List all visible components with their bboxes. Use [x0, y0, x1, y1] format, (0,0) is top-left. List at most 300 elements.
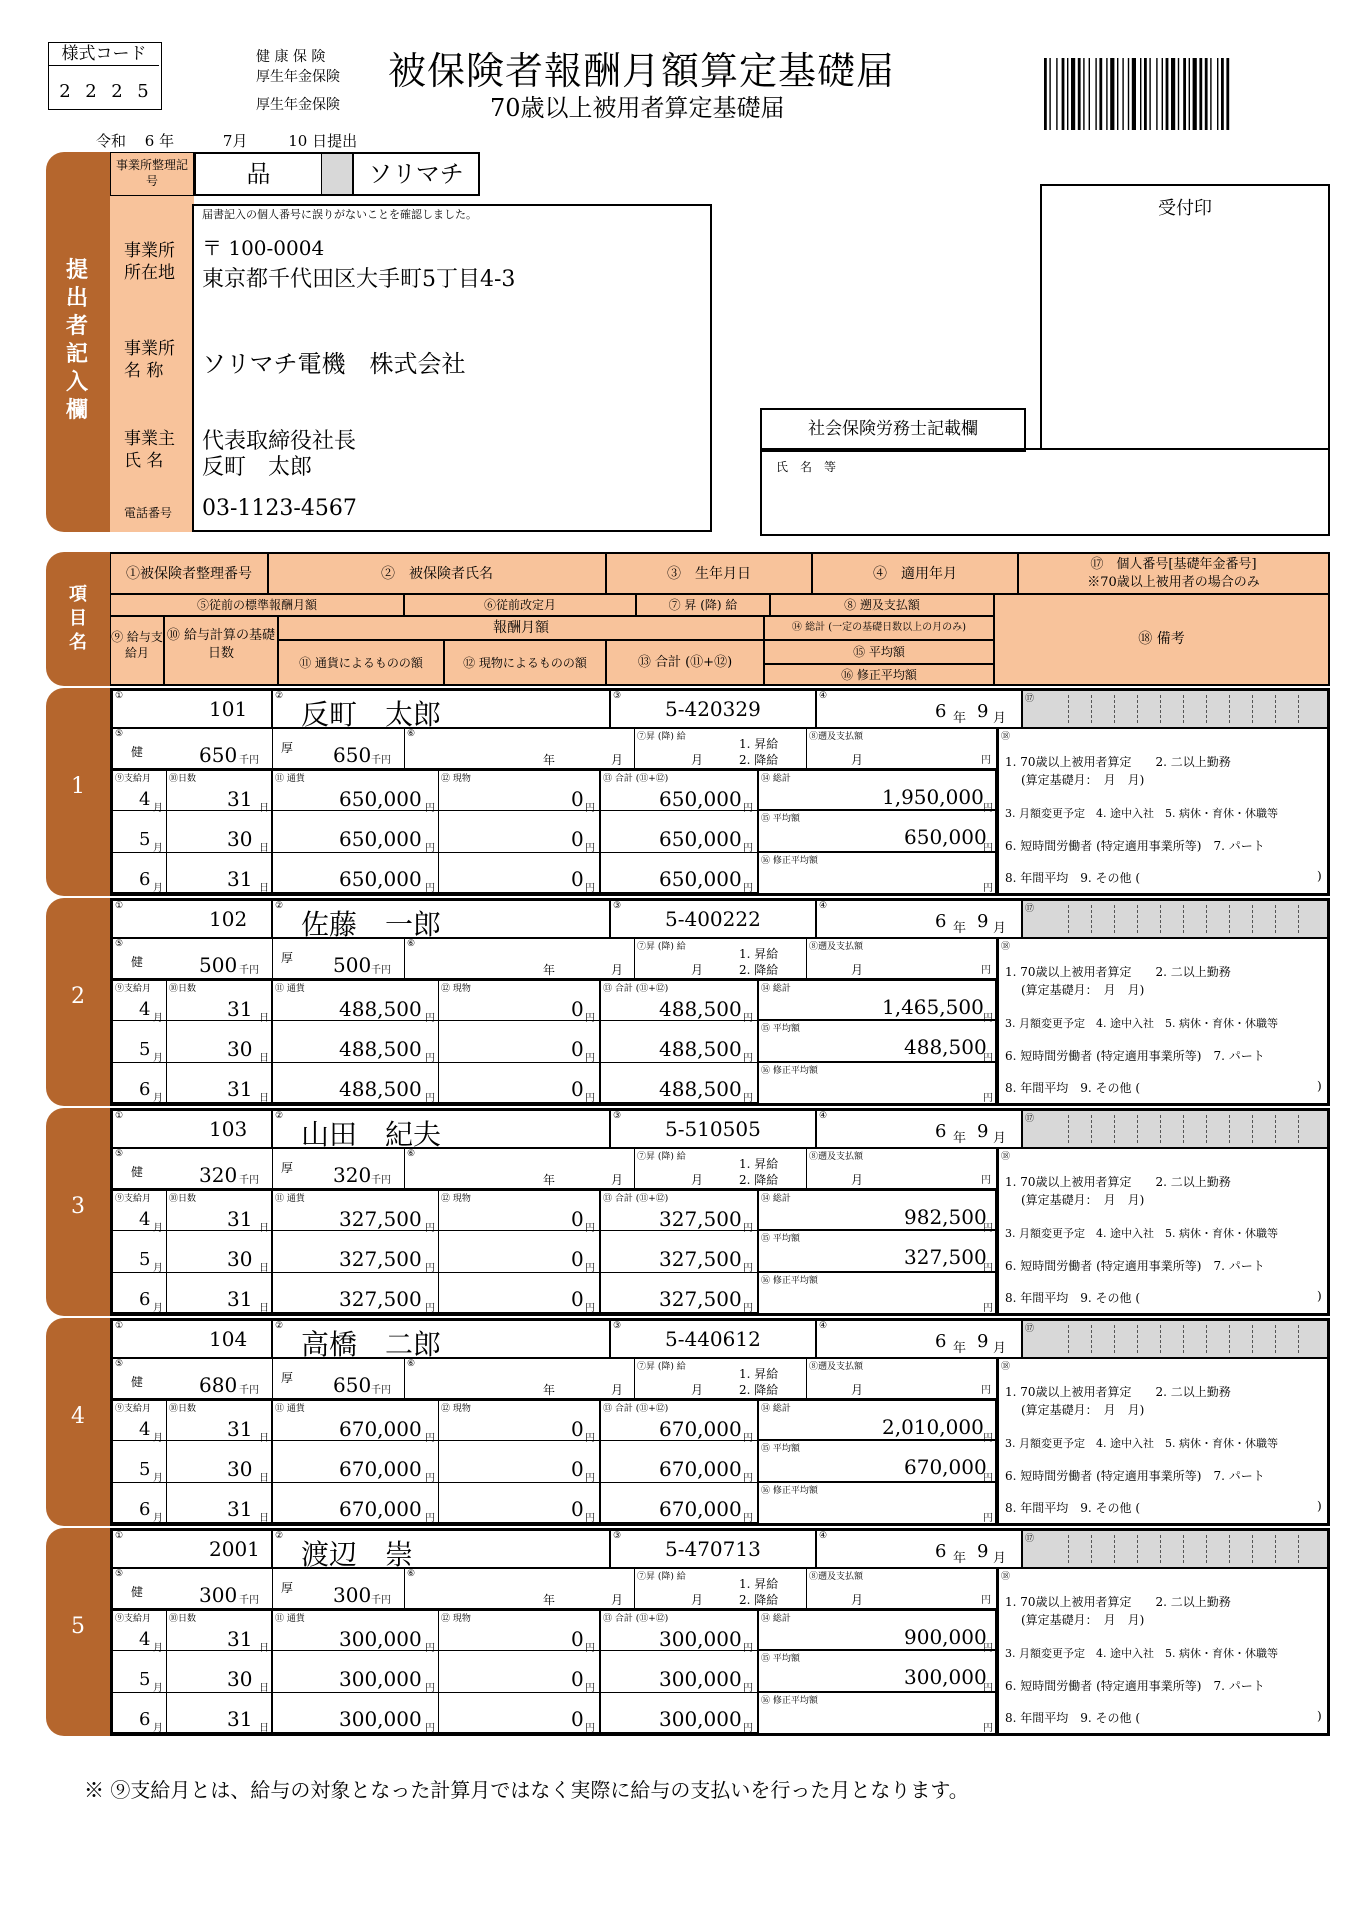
pay-month: 6 — [139, 1499, 151, 1520]
barcode-bar — [1110, 58, 1114, 130]
cell-cash — [273, 1189, 439, 1234]
pay-month: 5 — [139, 829, 151, 850]
cash-amount: 300,000 — [339, 1627, 422, 1651]
month-unit: 月 — [153, 1303, 163, 1314]
lower-option: 2. 降給 — [739, 1593, 779, 1607]
cell-corrected-average — [759, 1693, 997, 1733]
month-unit: 月 — [851, 963, 864, 977]
cell-in-kind — [439, 1231, 601, 1273]
yen-unit: 円 — [983, 1303, 993, 1314]
header-13: ⑬ 合計 (⑪+⑫) — [606, 640, 764, 686]
cell-retro-pay — [807, 729, 997, 769]
yen-unit: 円 — [743, 803, 753, 814]
circle-1-label: ① — [115, 901, 124, 911]
raise-option: 1. 昇給 — [739, 1577, 779, 1591]
digit-divider — [1160, 695, 1161, 723]
month-unit: 月 — [611, 963, 624, 977]
cell-days — [167, 1693, 273, 1733]
owner-label: 事業主氏 名 — [124, 429, 175, 471]
cell-cash — [273, 769, 439, 814]
cell-pay-month — [113, 1441, 167, 1483]
form-code-digit: 2 — [111, 81, 123, 102]
month-unit: 月 — [153, 1263, 163, 1274]
in-kind-amount: 0 — [571, 1247, 584, 1271]
digit-divider — [1114, 1325, 1115, 1353]
barcode-bar — [1056, 58, 1057, 130]
person-frame — [110, 1318, 1330, 1526]
circle-2-label: ② — [275, 901, 284, 911]
total-amount: 670,000 — [659, 1497, 742, 1521]
total-amount: 300,000 — [659, 1667, 742, 1691]
yen-unit: 円 — [743, 1013, 753, 1024]
circle-6-label: ⑥ — [407, 939, 416, 949]
cell-in-kind — [439, 1063, 601, 1103]
cell-raise — [635, 729, 807, 769]
average-amount: 327,500 — [904, 1245, 987, 1269]
average-label: ⑮ 平均額 — [761, 1024, 800, 1034]
digit-divider — [1160, 1115, 1161, 1143]
year-unit: 年 — [953, 711, 967, 726]
cell-prev-revision — [405, 1359, 635, 1399]
month-unit: 月 — [153, 1053, 163, 1064]
in-kind-amount: 0 — [571, 1417, 584, 1441]
cell-cash — [273, 1693, 439, 1733]
sum-amount: 1,950,000 — [882, 785, 984, 809]
month-unit: 月 — [611, 753, 624, 767]
cell-cash — [273, 1063, 439, 1103]
digit-divider — [1068, 1325, 1069, 1353]
thousand-yen-unit: 千円 — [239, 965, 259, 976]
cell-days — [167, 1273, 273, 1313]
total-amount: 670,000 — [659, 1417, 742, 1441]
digit-divider — [1206, 905, 1207, 933]
apply-year: 6 — [935, 1541, 947, 1562]
pay-month-label: ⑨支給月 — [115, 1194, 152, 1204]
apply-year: 6 — [935, 1121, 947, 1142]
yen-unit: 円 — [585, 1683, 595, 1694]
person-block — [46, 688, 1330, 896]
digit-divider — [1206, 695, 1207, 723]
days-label: ⑩日数 — [169, 1404, 197, 1414]
cell-retro-pay — [807, 1569, 997, 1609]
submit-suffix: 日提出 — [312, 132, 358, 150]
header-1: ①被保険者整理番号 — [110, 552, 268, 594]
yen-unit: 円 — [425, 1303, 435, 1314]
circle-4-label: ④ — [819, 1321, 828, 1331]
sum-label: ⑭ 総計 — [761, 1404, 791, 1414]
in-kind-amount: 0 — [571, 1667, 584, 1691]
digit-divider — [1137, 1535, 1138, 1563]
cell-birth-date — [611, 1321, 817, 1359]
month-unit: 月 — [691, 1173, 704, 1187]
thousand-yen-unit: 千円 — [239, 1385, 259, 1396]
yen-unit: 円 — [981, 965, 991, 976]
cell-prev-health — [113, 1569, 273, 1609]
yen-unit: 円 — [585, 1303, 595, 1314]
pay-month-label: ⑨支給月 — [115, 774, 152, 784]
yen-unit: 円 — [983, 803, 993, 814]
yen-unit: 円 — [981, 1385, 991, 1396]
header-15: ⑮ 平均額 — [764, 640, 994, 664]
month-unit: 月 — [153, 1223, 163, 1234]
circle-4-label: ④ — [819, 691, 828, 701]
digit-divider — [1091, 1115, 1092, 1143]
digit-divider — [1298, 695, 1299, 723]
insured-name: 佐藤 一郎 — [301, 908, 442, 941]
yen-unit: 円 — [585, 1053, 595, 1064]
year-unit: 年 — [159, 132, 175, 150]
cell-cash — [273, 1441, 439, 1483]
cell-raise — [635, 939, 807, 979]
office-code-1: 品 — [194, 152, 322, 196]
cell-prev-revision — [405, 729, 635, 769]
company-name: ソリマチ電機 株式会社 — [202, 350, 466, 378]
lower-option: 2. 降給 — [739, 1383, 779, 1397]
circle-1-label: ① — [115, 1531, 124, 1541]
pay-month: 4 — [139, 999, 151, 1020]
cash-amount: 488,500 — [339, 997, 422, 1021]
form-code-digit: 2 — [85, 81, 97, 102]
cell-total — [601, 1231, 759, 1273]
yen-unit: 円 — [743, 1053, 753, 1064]
cash-amount: 650,000 — [339, 787, 422, 811]
remark-line-1b: (算定基礎月： 月 月) — [1021, 773, 1145, 787]
base-days: 30 — [227, 1667, 253, 1691]
base-days: 31 — [227, 1497, 253, 1521]
cell-average — [759, 1231, 997, 1273]
cash-amount: 327,500 — [339, 1207, 422, 1231]
cell-pay-month — [113, 1483, 167, 1523]
total-amount: 488,500 — [659, 997, 742, 1021]
remark-line-4-end: ) — [1317, 1289, 1322, 1303]
remark-line-3: 6. 短時間労働者 (特定適用事業所等) 7. パート — [1005, 839, 1265, 853]
raise-option: 1. 昇給 — [739, 947, 779, 961]
header-8: ⑧ 遡及支払額 — [770, 594, 994, 616]
month-unit: 月 — [153, 1683, 163, 1694]
remark-line-1b: (算定基礎月： 月 月) — [1021, 1613, 1145, 1627]
cell-pay-month — [113, 853, 167, 893]
remark-line-1b: (算定基礎月： 月 月) — [1021, 983, 1145, 997]
yen-unit: 円 — [425, 803, 435, 814]
cell-cash — [273, 1021, 439, 1063]
health-label: 健 — [131, 1165, 144, 1179]
circle-2-label: ② — [275, 1531, 284, 1541]
cell-prev-pension — [273, 1359, 405, 1399]
circle-3-label: ③ — [613, 1111, 622, 1121]
total-amount: 300,000 — [659, 1627, 742, 1651]
yen-unit: 円 — [425, 1513, 435, 1524]
yen-unit: 円 — [981, 755, 991, 766]
header-17-line1: ⑰ 個人番号[基礎年金番号] — [1090, 557, 1257, 572]
cell-insured-number — [113, 1111, 273, 1149]
remark-line-4-end: ) — [1317, 1709, 1322, 1723]
cash-label: ⑪ 通貨 — [275, 1194, 305, 1204]
sum-amount: 900,000 — [904, 1625, 987, 1649]
cell-total — [601, 1483, 759, 1523]
digit-divider — [1183, 1535, 1184, 1563]
remark-line-1: 1. 70歳以上被用者算定 2. 二以上勤務 — [1005, 1385, 1231, 1399]
day-unit: 日 — [259, 1053, 269, 1064]
pension-label: 厚 — [281, 741, 294, 755]
digit-divider — [1229, 695, 1230, 723]
form-code-box — [48, 42, 162, 110]
remark-line-4-end: ) — [1317, 1499, 1322, 1513]
person-index: 2 — [71, 984, 85, 1009]
apply-month: 9 — [977, 701, 989, 722]
month-unit: 月 — [993, 1131, 1007, 1146]
barcode-bar — [1132, 58, 1136, 130]
day-unit: 日 — [259, 843, 269, 854]
sum-label: ⑭ 総計 — [761, 1194, 791, 1204]
header-11: ⑪ 通貨によるものの額 — [278, 640, 444, 686]
cell-cash — [273, 1231, 439, 1273]
apply-month: 9 — [977, 1121, 989, 1142]
cell-prev-pension — [273, 1149, 405, 1189]
total-amount: 327,500 — [659, 1247, 742, 1271]
corrected-average-label: ⑯ 修正平均額 — [761, 1066, 818, 1076]
circle-3-label: ③ — [613, 1321, 622, 1331]
average-label: ⑮ 平均額 — [761, 814, 800, 824]
digit-divider — [1275, 1535, 1276, 1563]
in-kind-label: ⑫ 現物 — [441, 1194, 471, 1204]
digit-divider — [1183, 1325, 1184, 1353]
pension-label: 厚 — [281, 951, 294, 965]
cell-prev-revision — [405, 1569, 635, 1609]
cash-amount: 300,000 — [339, 1667, 422, 1691]
lower-option: 2. 降給 — [739, 753, 779, 767]
barcode-bar — [1171, 58, 1175, 130]
pay-month: 4 — [139, 1629, 151, 1650]
insurance-type-pension: 厚生年金保険 — [256, 69, 340, 85]
yen-unit: 円 — [585, 1643, 595, 1654]
day-unit: 日 — [259, 1303, 269, 1314]
barcode-bar — [1117, 58, 1118, 130]
cell-insured-name — [273, 1111, 611, 1149]
pay-month: 4 — [139, 1419, 151, 1440]
header-3: ③ 生年月日 — [606, 552, 812, 594]
yen-unit: 円 — [743, 1473, 753, 1484]
person-frame — [110, 688, 1330, 896]
digit-divider — [1160, 905, 1161, 933]
person-index: 3 — [71, 1194, 85, 1219]
year-unit: 年 — [953, 1131, 967, 1146]
days-label: ⑩日数 — [169, 1194, 197, 1204]
cell-apply-date — [817, 901, 1023, 939]
pay-month-label: ⑨支給月 — [115, 1404, 152, 1414]
sharoushi-name-label: 氏 名 等 — [776, 460, 837, 474]
yen-unit: 円 — [585, 803, 595, 814]
yen-unit: 円 — [425, 843, 435, 854]
barcode-bar — [1140, 58, 1141, 130]
footnote: ※ ⑨支給月とは、給与の対象となった計算月ではなく実際に給与の支払いを行った月となります。 — [84, 1778, 969, 1802]
header-4: ④ 適用年月 — [812, 552, 1018, 594]
office-code-separator — [322, 152, 352, 196]
remark-line-4: 8. 年間平均 9. その他 ( — [1005, 1291, 1141, 1305]
yen-unit: 円 — [983, 1093, 993, 1104]
barcode-bar — [1099, 58, 1102, 130]
month-unit: 月 — [153, 1473, 163, 1484]
yen-unit: 円 — [983, 843, 993, 854]
circle-5-label: ⑤ — [115, 1149, 124, 1159]
yen-unit: 円 — [585, 1223, 595, 1234]
cell-pay-month — [113, 1399, 167, 1444]
cell-average — [759, 811, 997, 853]
cell-in-kind — [439, 811, 601, 853]
insured-number: 103 — [209, 1117, 248, 1141]
digit-divider — [1206, 1325, 1207, 1353]
cell-apply-date — [817, 1531, 1023, 1569]
in-kind-amount: 0 — [571, 1627, 584, 1651]
raise-label: ⑦昇 (降) 給 — [637, 1572, 686, 1582]
circle-4-label: ④ — [819, 901, 828, 911]
cell-pay-month — [113, 979, 167, 1024]
lower-option: 2. 降給 — [739, 963, 779, 977]
remark-line-1: 1. 70歳以上被用者算定 2. 二以上勤務 — [1005, 1175, 1231, 1189]
digit-divider — [1114, 905, 1115, 933]
day-unit: 日 — [259, 883, 269, 894]
cell-pay-month — [113, 1609, 167, 1654]
average-amount: 670,000 — [904, 1455, 987, 1479]
month-unit: 月 — [153, 883, 163, 894]
cell-corrected-average — [759, 1273, 997, 1313]
barcode-bar — [1205, 58, 1208, 130]
base-days: 31 — [227, 1077, 253, 1101]
insurance-type-health: 健 康 保 険 — [256, 49, 326, 65]
yen-unit: 円 — [983, 1643, 993, 1654]
submitter-section-label: 提出者記入欄 — [65, 257, 88, 423]
month-unit: 月 — [851, 1593, 864, 1607]
barcode-bar — [1221, 58, 1224, 130]
thousand-yen-unit: 千円 — [371, 755, 391, 766]
yen-unit: 円 — [743, 1513, 753, 1524]
digit-divider — [1229, 1535, 1230, 1563]
cell-insured-name — [273, 691, 611, 729]
yen-unit: 円 — [425, 1013, 435, 1024]
digit-divider — [1229, 1115, 1230, 1143]
cell-pay-month — [113, 1231, 167, 1273]
in-kind-amount: 0 — [571, 1457, 584, 1481]
cell-raise — [635, 1149, 807, 1189]
year-unit: 年 — [543, 753, 556, 767]
prev-pension-amount: 650 — [333, 1373, 372, 1397]
month-unit: 月 — [851, 1173, 864, 1187]
cash-amount: 670,000 — [339, 1417, 422, 1441]
total-label: ⑬ 合計 (⑪+⑫) — [603, 1404, 669, 1414]
remark-line-1: 1. 70歳以上被用者算定 2. 二以上勤務 — [1005, 1595, 1231, 1609]
digit-divider — [1298, 1115, 1299, 1143]
circle-3-label: ③ — [613, 1531, 622, 1541]
month-unit: 月 — [153, 1433, 163, 1444]
cell-cash — [273, 1651, 439, 1693]
cell-total — [601, 1651, 759, 1693]
month-unit: 月 — [691, 963, 704, 977]
barcode-bar — [1144, 58, 1147, 130]
digit-divider — [1229, 1325, 1230, 1353]
digit-divider — [1091, 1325, 1092, 1353]
address-label: 事業所所在地 — [124, 241, 175, 283]
health-label: 健 — [131, 1375, 144, 1389]
circle-6-label: ⑥ — [407, 1569, 416, 1579]
digit-divider — [1298, 1325, 1299, 1353]
yen-unit: 円 — [425, 1643, 435, 1654]
circle-2-label: ② — [275, 691, 284, 701]
person-frame — [110, 1528, 1330, 1736]
circle-18-label: ⑱ — [1001, 1152, 1011, 1162]
circle-18-label: ⑱ — [1001, 942, 1011, 952]
corrected-average-label: ⑯ 修正平均額 — [761, 1696, 818, 1706]
in-kind-amount: 0 — [571, 1037, 584, 1061]
cell-birth-date — [611, 1111, 817, 1149]
barcode-bar — [1062, 58, 1065, 130]
day-unit: 日 — [259, 1223, 269, 1234]
cell-raise — [635, 1569, 807, 1609]
cell-birth-date — [611, 1531, 817, 1569]
in-kind-label: ⑫ 現物 — [441, 1614, 471, 1624]
prev-health-amount: 320 — [199, 1163, 238, 1187]
total-amount: 488,500 — [659, 1077, 742, 1101]
remark-line-2: 3. 月額変更予定 4. 途中入社 5. 病休・育休・休職等 — [1005, 1017, 1278, 1030]
month-unit: 月 — [993, 711, 1007, 726]
cell-days — [167, 1483, 273, 1523]
prev-health-amount: 300 — [199, 1583, 238, 1607]
barcode-bar — [1217, 58, 1218, 130]
digit-divider — [1091, 695, 1092, 723]
in-kind-amount: 0 — [571, 1287, 584, 1311]
raise-option: 1. 昇給 — [739, 1367, 779, 1381]
circle-5-label: ⑤ — [115, 1359, 124, 1369]
remark-line-2: 3. 月額変更予定 4. 途中入社 5. 病休・育休・休職等 — [1005, 1227, 1278, 1240]
header-7: ⑦ 昇 (降) 給 — [636, 594, 770, 616]
digit-divider — [1091, 1535, 1092, 1563]
birth-date: 5-440612 — [665, 1327, 761, 1351]
circle-6-label: ⑥ — [407, 1149, 416, 1159]
yen-unit: 円 — [585, 883, 595, 894]
cell-remarks — [997, 1149, 1327, 1313]
month-unit: 月 — [993, 921, 1007, 936]
remark-line-2: 3. 月額変更予定 4. 途中入社 5. 病休・育休・休職等 — [1005, 1437, 1278, 1450]
circle-1-label: ① — [115, 691, 124, 701]
digit-divider — [1206, 1535, 1207, 1563]
yen-unit: 円 — [743, 843, 753, 854]
circle-18-label: ⑱ — [1001, 1572, 1011, 1582]
yen-unit: 円 — [983, 1683, 993, 1694]
in-kind-amount: 0 — [571, 827, 584, 851]
phone-label: 電話番号 — [124, 506, 173, 520]
in-kind-label: ⑫ 現物 — [441, 1404, 471, 1414]
cell-cash — [273, 1483, 439, 1523]
day-unit: 日 — [259, 1263, 269, 1274]
day-unit: 日 — [259, 803, 269, 814]
yen-unit: 円 — [743, 1303, 753, 1314]
raise-option: 1. 昇給 — [739, 737, 779, 751]
barcode-bar — [1078, 58, 1081, 130]
cell-days — [167, 979, 273, 1024]
day-unit: 日 — [259, 1013, 269, 1024]
sum-amount: 2,010,000 — [882, 1415, 984, 1439]
remark-line-2: 3. 月額変更予定 4. 途中入社 5. 病休・育休・休職等 — [1005, 807, 1278, 820]
circle-2-label: ② — [275, 1321, 284, 1331]
total-label: ⑬ 合計 (⑪+⑫) — [603, 984, 669, 994]
cell-pay-month — [113, 1021, 167, 1063]
cell-insured-number — [113, 901, 273, 939]
retro-pay-label: ⑧遡及支払額 — [809, 1572, 864, 1582]
yen-unit: 円 — [585, 1263, 595, 1274]
barcode-bar — [1199, 58, 1202, 130]
cell-prev-health — [113, 1149, 273, 1189]
pay-month: 6 — [139, 1289, 151, 1310]
yen-unit: 円 — [743, 1723, 753, 1734]
digit-divider — [1229, 905, 1230, 933]
